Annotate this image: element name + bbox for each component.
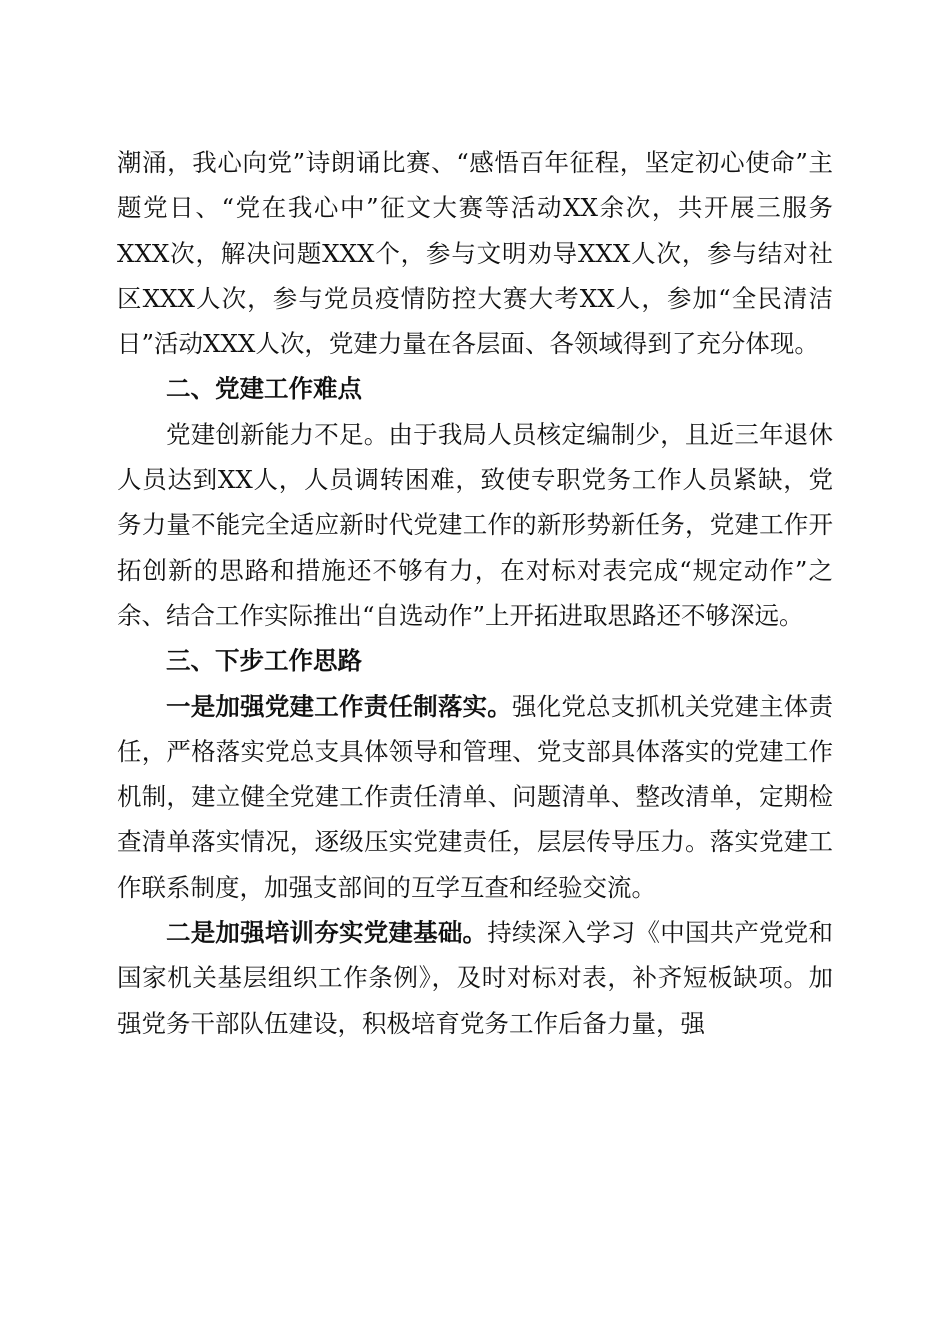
- difficulties-paragraph: 党建创新能力不足。由于我局人员核定编制少，且近三年退休人员达到XX人，人员调转困难，致使专职党务工作人员紧缺，党务力量不能完全适应新时代党建工作的新形势新任务，党建工作开拓创新的思路和措施还不够有力，在对标对表完成“规定动作”之余、结合工作实际推出“自选动作”上开拓进取思路还不够深远。: [117, 419, 833, 630]
- item-2-lead: 二是加强培训夯实党建基础。: [166, 918, 488, 948]
- item-1-body: 强化党总支抓机关党建主体责任，严格落实党总支具体领导和管理、党支部具体落实的党建工作机制，建立健全党建工作责任清单、问题清单、整改清单，定期检查清单落实情况，逐级压实党建责任，层层传导压力。落实党建工作联系制度，加强支部间的互学互查和经验交流。: [117, 691, 834, 902]
- section-heading-difficulties: 二、党建工作难点: [166, 374, 362, 404]
- continued-paragraph: 潮涌，我心向党”诗朗诵比赛、“感悟百年征程，坚定初心使命”主题党日、“党在我心中”征文大赛等活动XX余次，共开展三服务XXX次，解决问题XXX个，参与文明劝导XXX人次，参与结对社区XXX人次，参与党员疫情防控大赛大考XX人，参加“全民清洁日”活动XXX人次，党建力量在各层面、各领域得到了充分体现。: [117, 148, 833, 359]
- next-steps-item-2: [117, 910, 833, 1046]
- next-steps-item-1: [117, 684, 833, 910]
- item-1-lead: 一是加强党建工作责任制落实。: [166, 691, 512, 721]
- section-heading-next-steps: 三、下步工作思路: [166, 646, 362, 676]
- document-body: [117, 140, 833, 1046]
- item-2-body: 持续深入学习《中国共产党党和国家机关基层组织工作条例》，及时对标对表，补齐短板缺项。加强党务干部队伍建设，积极培育党务工作后备力量，强: [117, 918, 833, 1038]
